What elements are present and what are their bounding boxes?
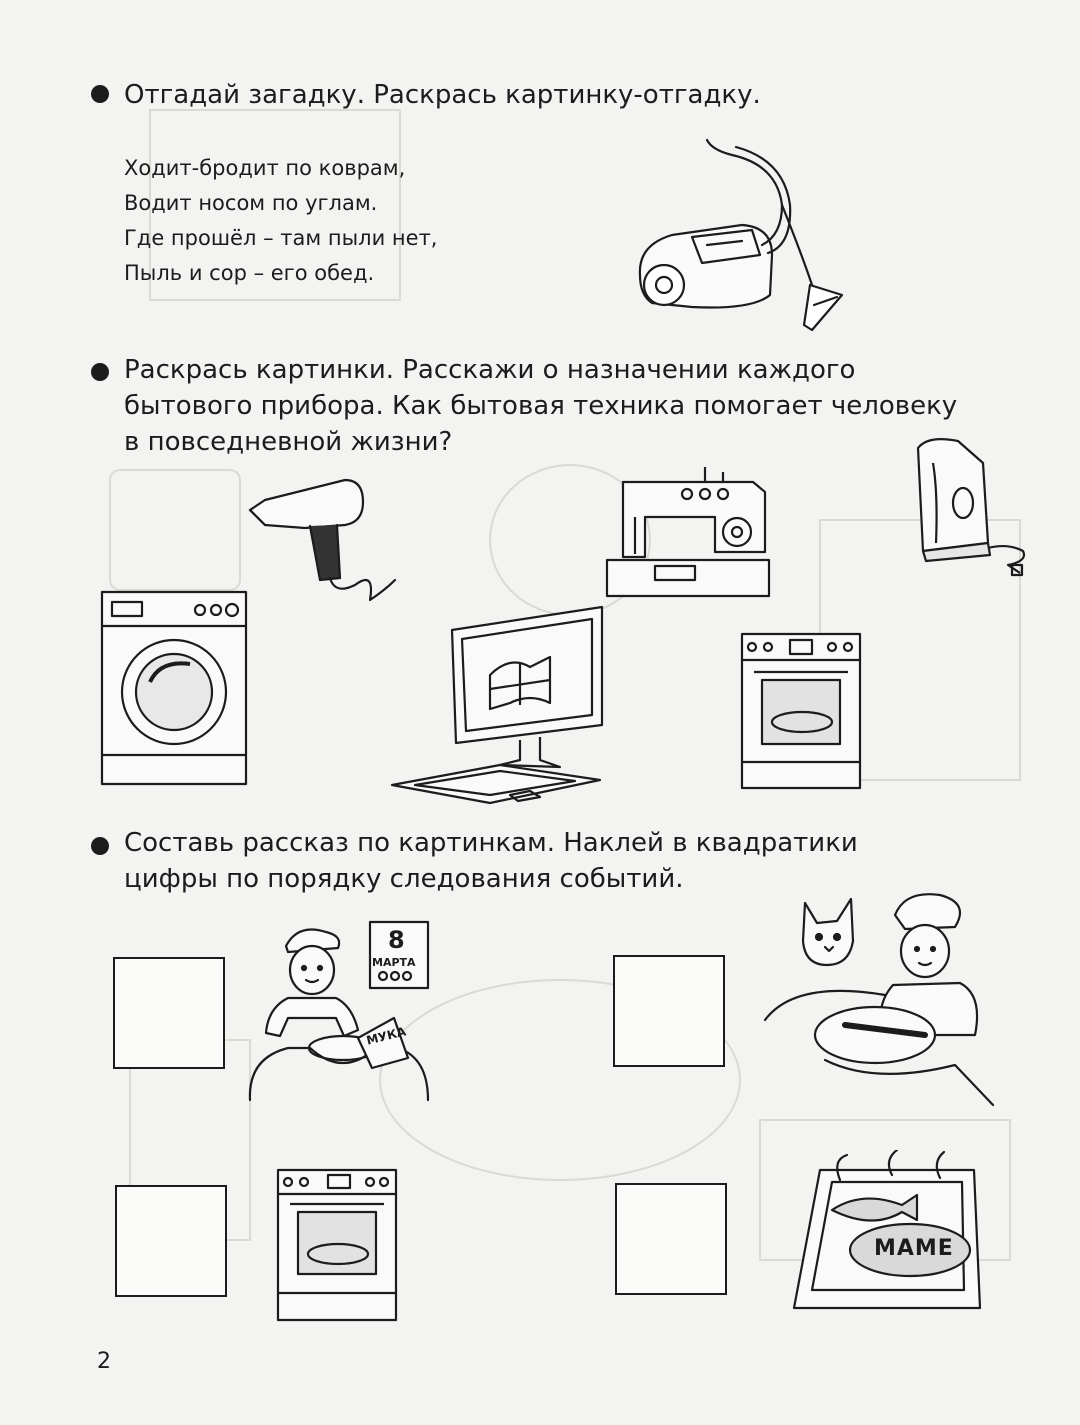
bullet-task-3: [91, 837, 109, 855]
oven-picture: [740, 632, 862, 790]
flour-bag-label: МУКА: [364, 1024, 408, 1048]
iron-picture: [908, 433, 1032, 581]
riddle-line-1: Ходит-бродит по коврам,: [124, 156, 406, 180]
task-1-heading-text: Отгадай загадку. Раскрась картинку-отгадку.: [124, 80, 761, 110]
page-number: 2: [97, 1349, 111, 1374]
bullet-task-2: [91, 363, 109, 381]
scene-boy-rolling-dough-with-cat: [765, 885, 995, 1110]
sticker-square-4[interactable]: [615, 1183, 727, 1295]
scene-oven-baking: [276, 1168, 398, 1323]
riddle-line-4: Пыль и сор – его обед.: [124, 261, 375, 285]
washing-machine-picture: [100, 590, 250, 788]
scene-4-drawing: [792, 1150, 982, 1312]
calendar-day: 8: [388, 926, 405, 954]
computer-picture: [390, 605, 604, 805]
task-3-heading: [124, 825, 858, 897]
task-2-heading-line-2: бытового прибора. Как бытовая техника помогает человеку: [124, 391, 958, 421]
task-2-heading: [124, 352, 957, 460]
calendar-month: МАРТА: [372, 956, 416, 969]
bullet-task-1: [91, 85, 109, 103]
task-2-heading-line-1: Раскрась картинки. Расскажи о назначении каждого: [124, 355, 856, 385]
task-1-heading: [124, 77, 761, 113]
scene-baked-pie-for-mom: [792, 1150, 982, 1312]
task-3-heading-line-2: цифры по порядку следования событий.: [124, 864, 684, 894]
riddle-line-3: Где прошёл – там пыли нет,: [124, 226, 438, 250]
task-2-heading-line-3: в повседневной жизни?: [124, 427, 453, 457]
sewing-machine-picture: [605, 462, 773, 602]
sticker-square-2[interactable]: [613, 955, 725, 1067]
task-3-heading-line-1: Составь рассказ по картинкам. Наклей в квадратики: [124, 828, 858, 858]
pie-inscription: МАМЕ: [874, 1236, 954, 1261]
riddle-poem: [124, 151, 437, 291]
sticker-square-1[interactable]: [113, 957, 225, 1069]
scene-boy-mixing-flour: [248, 918, 438, 1103]
vacuum-cleaner-picture: [632, 135, 852, 335]
hair-dryer-picture: [245, 470, 400, 610]
scene-1-drawing: [248, 918, 438, 1103]
riddle-line-2: Водит носом по углам.: [124, 191, 378, 215]
sticker-square-3[interactable]: [115, 1185, 227, 1297]
